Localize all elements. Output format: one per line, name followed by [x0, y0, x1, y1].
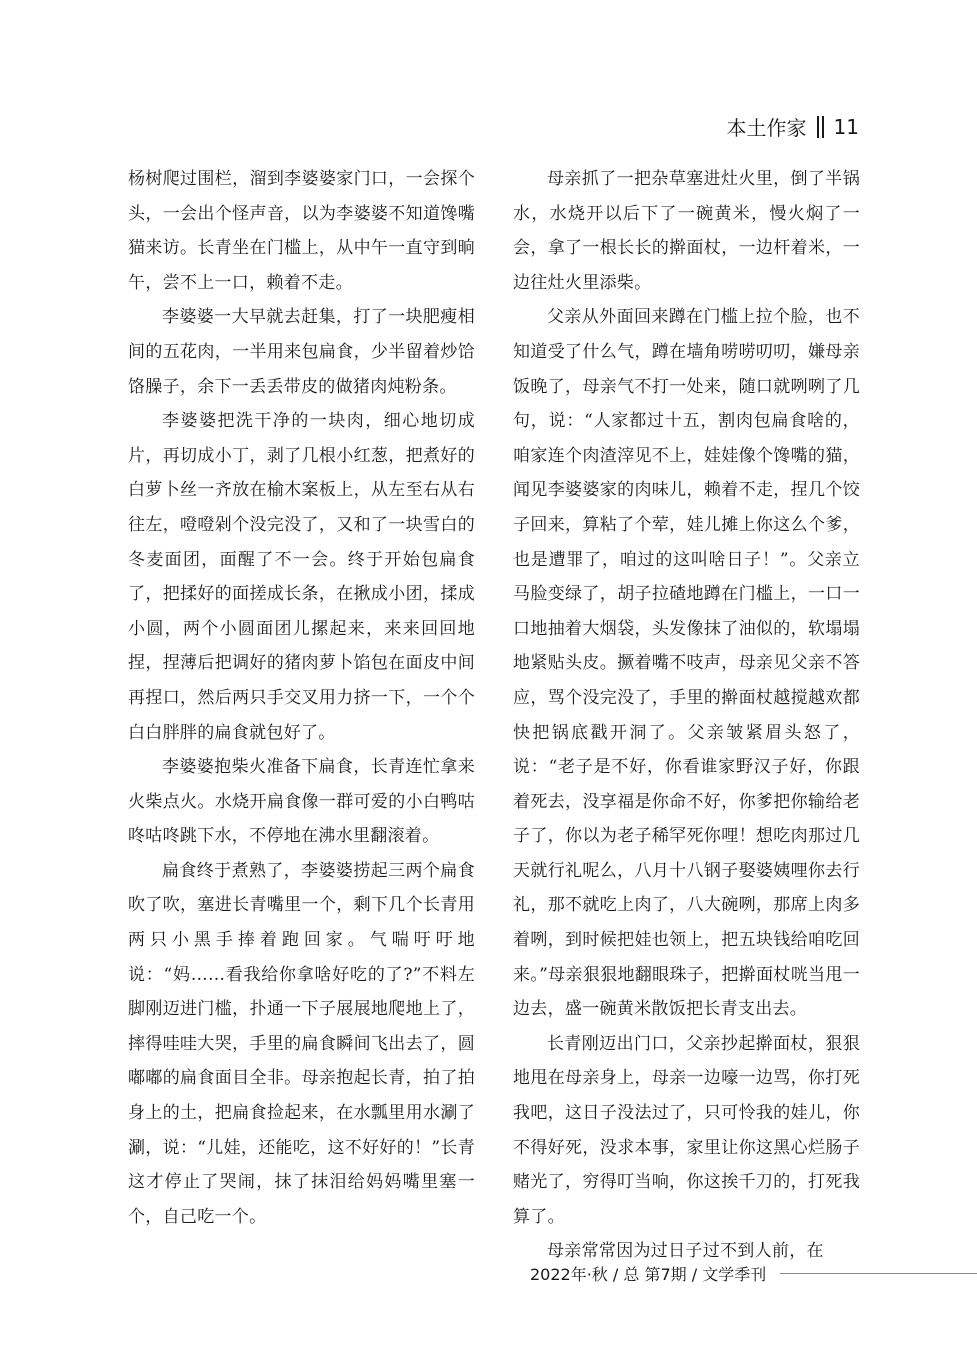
paragraph: 长青刚迈出门口，父亲抄起擀面杖，狠狠地甩在母亲身上，母亲一边嚎一边骂，你打死我吧，这日子没法过了，只可怜我的娃儿，你不得好死，没求本事，家里让你这黑心烂肠子赌光了，穷得叮当响，你这挨千刀的，打死我算了。 — [513, 1033, 860, 1227]
paragraph: 杨树爬过围栏，溜到李婆婆家门口，一会探个头，一会出个怪声音，以为李婆婆不知道馋嘴猫来访。长青坐在门槛上，从中午一直守到晌午，尝不上一口，赖着不走。 — [128, 169, 475, 293]
paragraph: 李婆婆把洗干净的一块肉，细心地切成片，再切成小丁，剥了几根小红葱，把煮好的白萝卜丝一齐放在榆木案板上，从左至右从右往左，噔噔剁个没完没了，又和了一块雪白的冬麦面团，面醒了不一会。终于开始包扁食了，把揉好的面搓成长条，在揪成小团，揉成小圆，两个小圆面团儿摞起来，来来回回地捏，捏薄后把调好的猪肉萝卜馅包在面皮中间再捏口，然后两只手交叉用力挤一下，一个个白白胖胖的扁食就包好了。 — [128, 411, 475, 743]
right-column — [513, 162, 860, 1269]
header-divider — [817, 116, 824, 138]
paragraph: 李婆婆抱柴火准备下扁食，长青连忙拿来火柴点火。水烧开扁食像一群可爱的小白鸭咕咚咕咚跳下水，不停地在沸水里翻滚着。 — [128, 757, 475, 847]
paragraph: 扁食终于煮熟了，李婆婆捞起三两个扁食吹了吹，塞进长青嘴里一个，剩下几个长青用两只小黑手捧着跑回家。气喘吁吁地说：“妈……看我给你拿啥好吃的了?”不料左脚刚迈进门槛，扑通一下子展展地爬地上了，摔得哇哇大哭，手里的扁食瞬间飞出去了，圆嘟嘟的扁食面目全非。母亲抱起长青，拍了拍身上的土，把扁食捡起来，在水瓢里用水涮了涮，说：“儿娃，还能吃，这不好好的！”长青这才停止了哭闹，抹了抹泪给妈妈嘴里塞一个，自己吃一个。 — [128, 860, 475, 1227]
page-header — [727, 112, 859, 141]
section-title: 本土作家 — [726, 116, 807, 140]
paragraph: 李婆婆一大早就去赶集，打了一块肥瘦相间的五花肉，一半用来包扁食，少半留着炒饸饹臊子，余下一丢丢带皮的做猪肉炖粉条。 — [128, 307, 475, 397]
paragraph: 母亲抓了一把杂草塞进灶火里，倒了半锅水，水烧开以后下了一碗黄米，慢火焖了一会，拿了一根长长的擀面杖，一边杆着米，一边往灶火里添柴。 — [513, 169, 860, 293]
paragraph: 母亲常常因为过日子过不到人前，在 — [547, 1241, 824, 1262]
paragraph: 父亲从外面回来蹲在门槛上拉个脸，也不知道受了什么气，蹲在墙角唠唠叨叨，嫌母亲饭晚了，母亲气不打一处来，随口就咧咧了几句，说：“人家都过十五，割肉包扁食啥的，咱家连个肉渣滓见不上，娃娃像个馋嘴的猫，闻见李婆婆家的肉味儿，赖着不走，捏几个饺子回来，算粘了个荤，娃儿摊上你这么个爹，也是遭罪了，咱过的这叫啥日子！”。父亲立马脸变绿了，胡子拉碴地蹲在门槛上，一口一口地抽着大烟袋，头发像抹了油似的，软塌塌地紧贴头皮。撅着嘴不吱声，母亲见父亲不答应，骂个没完没了，手里的擀面杖越搅越欢都快把锅底戳开洞了。父亲皱紧眉头怒了，说：“老子是不好，你看谁家野汉子好，你跟着死去，没享福是你命不好，你爹把你输给老子了，你以为老子稀罕死你哩！想吃肉那过几天就行礼呢么，八月十八钢子娶婆姨哩你去行礼，那不就吃上肉了，八大碗咧，那席上肉多着咧，到时候把娃也领上，把五块钱给咱吃回来。”母亲狠狠地翻眼珠子，把擀面杖咣当甩一边去，盛一碗黄米散饭把长青支出去。 — [513, 307, 860, 1020]
page-footer — [530, 1262, 977, 1285]
page-number: 11 — [833, 114, 859, 139]
issue-info: 2022年·秋 / 总 第7期 / 文学季刊 — [530, 1265, 767, 1284]
footer-rule — [780, 1273, 977, 1274]
left-column — [128, 162, 475, 1234]
